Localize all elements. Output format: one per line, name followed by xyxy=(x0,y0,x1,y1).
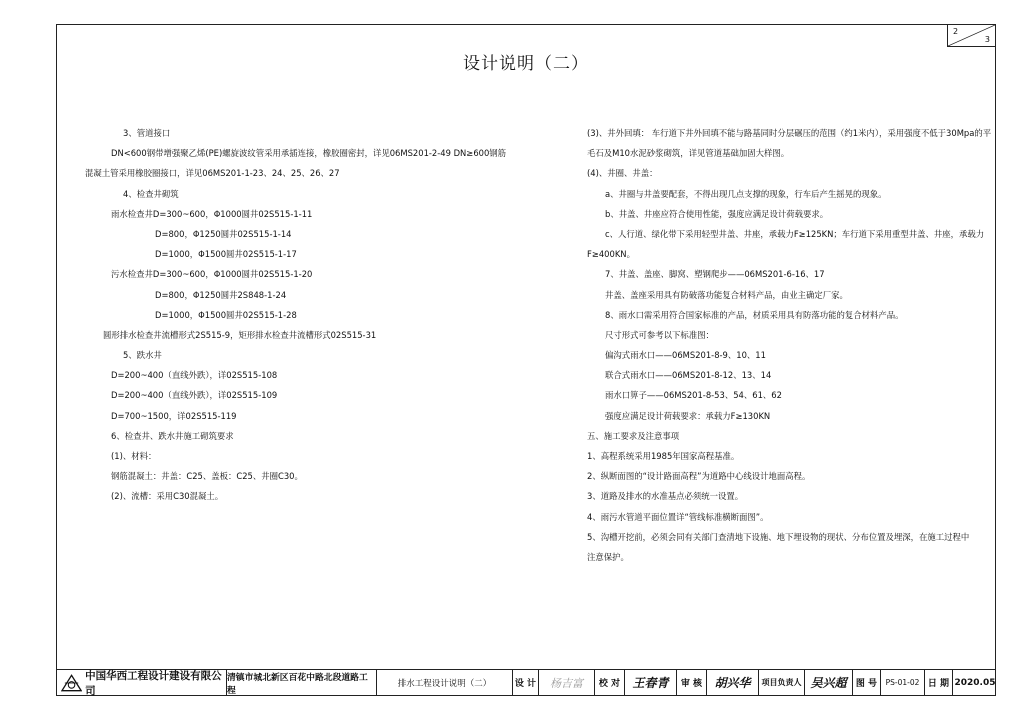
design-signature-cell xyxy=(539,670,595,695)
right-column xyxy=(587,123,991,567)
text-line: 1、高程系统采用1985年国家高程基准。 xyxy=(587,451,740,461)
review-signature: 胡兴华 xyxy=(714,676,751,690)
text-line: c、人行道、绿化带下采用轻型井盖、井座，承载力F≥125KN；车行道下采用重型井盖、井座，承载力 xyxy=(605,228,985,239)
text-line: (1)、材料： xyxy=(111,451,157,461)
text-line: D=1000，Φ1500圆井02S515-1-28 xyxy=(155,309,297,320)
text-line: D=700~1500，详02S515-119 xyxy=(111,410,237,421)
text-line: D=1000，Φ1500圆井02S515-1-17 xyxy=(155,249,297,260)
text-line: 偏沟式雨水口——06MS201-8-9、10、11 xyxy=(605,350,766,361)
sheet-total: 3 xyxy=(984,35,990,44)
text-line: 联合式雨水口——06MS201-8-12、13、14 xyxy=(605,370,772,381)
text-line: 雨水口箅子——06MS201-8-53、54、61、62 xyxy=(605,390,782,401)
text-line: (4)、井圈、井盖： xyxy=(587,168,658,179)
text-line: 8、雨水口需采用符合国家标准的产品，材质采用具有防落功能的复合材料产品。 xyxy=(605,309,904,320)
company-logo-icon xyxy=(61,674,82,692)
leader-label-cell xyxy=(759,670,805,695)
text-line: 4、检查井砌筑 xyxy=(123,188,179,199)
check-signature: 王春青 xyxy=(632,676,669,690)
page-title: 设计说明（二） xyxy=(463,54,589,74)
text-line: F≥400KN。 xyxy=(587,249,635,260)
project-name: 清镇市城北新区百花中路北段道路工程 xyxy=(227,672,368,696)
drawing-no-label-cell xyxy=(853,670,881,695)
text-line: D=200~400（直线外跌），详02S515-109 xyxy=(111,390,278,401)
company-name: 中国华西工程设计建设有限公司 xyxy=(85,669,222,697)
project-cell xyxy=(227,670,377,695)
text-line: 5、沟槽开挖前，必须会同有关部门查清地下设施、地下埋设物的现状、分布位置及埋深，在施工过程中 xyxy=(587,531,970,542)
text-line: 五、施工要求及注意事项 xyxy=(587,430,680,441)
text-line: 6、检查井、跌水井施工砌筑要求 xyxy=(111,430,234,441)
drawing-no-label: 图 号 xyxy=(855,679,878,689)
check-label-cell xyxy=(595,670,625,695)
text-line: D=800，Φ1250圆井2S848-1-24 xyxy=(155,289,287,300)
drawing-frame xyxy=(56,24,996,696)
text-line: 混凝土管采用橡胶圈接口，详见06MS201-1-23、24、25、26、27 xyxy=(85,168,340,179)
text-line: 污水检查井D=300~600，Φ1000圆井02S515-1-20 xyxy=(111,269,313,280)
text-line: 尺寸形式可参考以下标准图： xyxy=(605,329,714,340)
drawing-name-cell xyxy=(377,670,513,695)
text-line: D=800，Φ1250圆井02S515-1-14 xyxy=(155,228,292,239)
review-signature-cell xyxy=(707,670,759,695)
text-line: 毛石及M10水泥砂浆砌筑，详见管道基础加固大样图。 xyxy=(587,148,790,159)
leader-label: 项目负责人 xyxy=(761,678,802,687)
text-line: a、井圈与井盖要配套，不得出现几点支撑的现象，行车后产生摇晃的现象。 xyxy=(605,188,887,199)
text-line: 3、道路及排水的水准基点必须统一设置。 xyxy=(587,491,744,502)
sheet-current: 2 xyxy=(953,27,959,36)
text-line: 5、跌水井 xyxy=(123,350,162,361)
design-label-cell xyxy=(513,670,539,695)
drawing-no: PS-01-02 xyxy=(885,678,920,687)
leader-signature-cell xyxy=(805,670,853,695)
drawing-name: 排水工程设计说明（二） xyxy=(397,678,492,689)
review-label: 审 核 xyxy=(680,679,703,689)
text-line: D=200~400（直线外跌），详02S515-108 xyxy=(111,370,278,381)
company-cell xyxy=(57,670,227,695)
text-line: 3、管道接口 xyxy=(123,128,171,138)
text-line: b、井盖、井座应符合使用性能，强度应满足设计荷载要求。 xyxy=(605,208,829,219)
text-line: 井盖、盖座采用具有防破落功能复合材料产品，由业主确定厂家。 xyxy=(605,289,848,300)
text-line: (3)、井外回填： 车行道下井外回填不能与路基同时分层碾压的范围（约1米内），采用强度不低于30Mpa的平 xyxy=(587,128,992,138)
text-line: 4、雨污水管道平面位置详“管线标准横断面图”。 xyxy=(587,511,769,522)
text-line: 钢筋混凝土：井盖：C25、盖板：C25、井圈C30。 xyxy=(111,471,303,482)
drawing-no-cell xyxy=(881,670,925,695)
text-line: 注意保护。 xyxy=(587,551,629,562)
sheet-number-box xyxy=(947,25,995,47)
design-signature: 杨吉富 xyxy=(550,676,583,690)
text-line: 雨水检查井D=300~600，Φ1000圆井02S515-1-11 xyxy=(111,208,313,219)
date-value: 2020.05 xyxy=(954,677,996,688)
review-label-cell xyxy=(677,670,707,695)
text-line: DN<600钢带增强聚乙烯(PE)螺旋波纹管采用承插连接，橡胶圈密封，详见06MS201-2-49 DN≥600钢筋 xyxy=(111,148,507,159)
title-block xyxy=(57,669,995,695)
text-line: 强度应满足设计荷载要求：承载力F≥130KN xyxy=(605,410,771,421)
text-line: 7、井盖、盖座、脚窝、塑钢爬步——06MS201-6-16、17 xyxy=(605,269,825,280)
text-line: 圆形排水检查井流槽形式2S515-9，矩形排水检查井流槽形式02S515-31 xyxy=(103,329,377,340)
check-label: 校 对 xyxy=(598,679,621,689)
date-label-cell xyxy=(925,670,953,695)
date-label: 日 期 xyxy=(927,679,950,689)
left-column xyxy=(85,123,506,507)
text-line: (2)、流槽：采用C30混凝土。 xyxy=(111,491,224,502)
date-cell xyxy=(953,670,997,695)
text-line: 2、纵断面图的“设计路面高程”为道路中心线设计地面高程。 xyxy=(587,471,811,482)
check-signature-cell xyxy=(625,670,677,695)
design-label: 设 计 xyxy=(514,679,537,689)
leader-signature: 吴兴超 xyxy=(810,676,847,690)
